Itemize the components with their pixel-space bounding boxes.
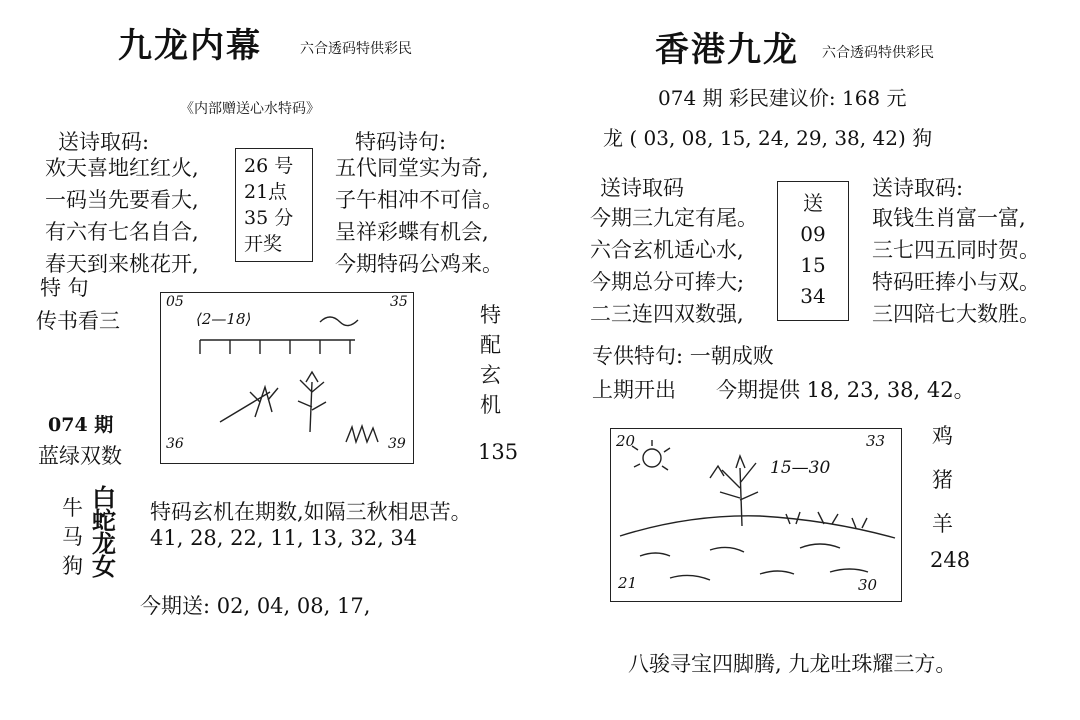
zodiac-big-char: 龙: [92, 529, 116, 558]
left-issue: 074 期: [48, 414, 114, 436]
send-box-line: 送: [803, 191, 823, 215]
vertical-char: 玄: [480, 363, 501, 387]
poem-line: 三四陪七大数胜。: [872, 302, 1040, 326]
sketch-label-bl: 36: [166, 436, 184, 452]
poem-line: 欢天喜地红红火,: [45, 156, 199, 180]
send-box-line: 09: [800, 222, 826, 246]
right-title: 香港九龙: [655, 30, 799, 70]
left-sketch-drawing: [160, 292, 412, 462]
chuan-shu-label: 传书看三: [36, 309, 120, 333]
issue-price-line: 074 期 彩民建议价: 168 元: [658, 86, 907, 110]
dragon-dog-line: 龙 ( 03, 08, 15, 24, 29, 38, 42) 狗: [603, 126, 933, 150]
poem-line: 今期总分可捧大;: [590, 270, 745, 294]
right-poem-a-header: 送诗取码: [600, 176, 684, 200]
sketch-label-tl: 05: [166, 294, 184, 310]
zodiac-char: 狗: [62, 554, 83, 578]
vertical-char: 机: [480, 393, 501, 417]
sketch-range: 15—30: [770, 458, 831, 478]
zodiac-char: 猪: [932, 468, 953, 492]
sketch-range: ⟨2—18⟩: [196, 310, 252, 328]
te-ju-label: 特 句: [40, 276, 89, 300]
send-number-box: [777, 181, 849, 321]
sketch-label-br: 30: [858, 576, 878, 594]
poem-line: 有六有七名自合,: [45, 220, 199, 244]
right-poem-b-header: 送诗取码:: [872, 176, 964, 200]
draw-box-line: 开奖: [244, 233, 283, 255]
right-poem-a: [590, 202, 758, 330]
special-phrase: 专供特句: 一朝成败: [592, 344, 774, 368]
right-subtitle: 六合透码特供彩民: [822, 45, 934, 61]
poem-line: 春天到来桃花开,: [45, 252, 199, 276]
right-poem-b: [872, 202, 1040, 330]
sketch-label-tl: 20: [616, 432, 636, 450]
sketch-label-tr: 35: [390, 294, 408, 310]
sketch-label-tr: 33: [866, 432, 886, 450]
poem-line: 六合玄机适心水,: [590, 238, 744, 262]
left-subtitle: 六合透码特供彩民: [300, 41, 412, 57]
poem-line: 今期特码公鸡来。: [335, 252, 503, 276]
poem-line: 五代同堂实为奇,: [335, 156, 489, 180]
send-box-line: 34: [800, 284, 826, 308]
sketch-label-br: 39: [388, 436, 406, 452]
zodiac-char: 鸡: [932, 424, 953, 448]
left-bonus-line: 《内部赠送心水特码》: [180, 101, 320, 117]
left-poem-b: [335, 152, 503, 280]
sketch-label-bl: 21: [618, 574, 638, 592]
vertical-char: 配: [480, 333, 501, 357]
left-poem-a: [45, 152, 199, 280]
left-poem-b-header: 特码诗句:: [355, 130, 447, 154]
today-send-line: 今期送: 02, 04, 08, 17,: [140, 594, 371, 618]
draw-box-line: 35 分: [244, 207, 294, 229]
last-issue-label: 上期开出: [592, 378, 676, 402]
zodiac-left-column: [62, 494, 83, 581]
poem-line: 三七四五同时贺。: [872, 238, 1040, 262]
right-number: 248: [930, 548, 971, 572]
left-numbers-line: 41, 28, 22, 11, 13, 32, 34: [150, 526, 418, 550]
lan-lv-label: 蓝绿双数: [38, 444, 122, 468]
right-zodiac-column: [932, 414, 953, 546]
sun-icon: [643, 449, 661, 467]
zodiac-big-char: 女: [92, 552, 116, 581]
poem-line: 二三连四双数强,: [590, 302, 744, 326]
right-sketch-drawing: [610, 428, 900, 600]
draw-box-line: 21点: [244, 181, 288, 203]
draw-box-line: 26 号: [244, 155, 294, 177]
left-title: 九龙内幕: [118, 26, 262, 66]
poem-line: 今期三九定有尾。: [590, 206, 758, 230]
vertical-char: 特: [480, 303, 501, 327]
poem-line: 子午相冲不可信。: [335, 188, 503, 212]
tema-line: 特码玄机在期数,如隔三秋相思苦。: [150, 500, 472, 524]
zodiac-char: 马: [62, 525, 83, 549]
poem-line: 取钱生肖富一富,: [872, 206, 1026, 230]
today-provide-line: 今期提供 18, 23, 38, 42。: [716, 378, 975, 402]
poem-line: 呈祥彩蝶有机会,: [335, 220, 489, 244]
send-box-line: 15: [800, 253, 826, 277]
zodiac-big-char: 蛇: [92, 506, 116, 535]
poem-line: 特码旺捧小与双。: [872, 270, 1040, 294]
poem-line: 一码当先要看大,: [45, 188, 199, 212]
left-poem-a-header: 送诗取码:: [58, 130, 150, 154]
zodiac-char: 羊: [932, 512, 953, 536]
draw-time-box: [235, 148, 313, 262]
te-pei-xuan-ji: [480, 300, 501, 420]
zodiac-big-char: 白: [92, 483, 116, 512]
left-right-number: 135: [478, 440, 519, 464]
zodiac-char: 牛: [62, 496, 83, 520]
zodiac-big-column: [92, 483, 116, 581]
right-footer: 八骏寻宝四脚腾, 九龙吐珠耀三方。: [628, 652, 957, 676]
